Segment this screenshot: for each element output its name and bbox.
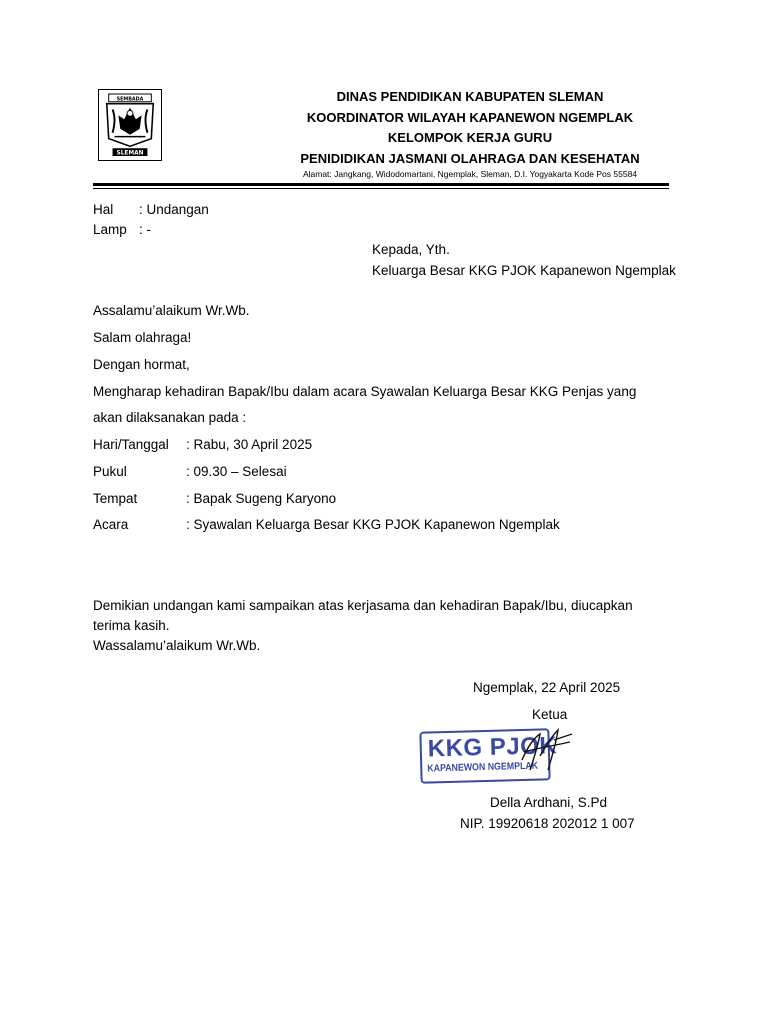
paragraph-line-1: Mengharap kehadiran Bapak/Ibu dalam acara Syawalan Keluarga Besar KKG Penjas yang <box>93 384 637 399</box>
salam-olahraga: Salam olahraga! <box>93 330 192 345</box>
detail-value-event: : Syawalan Keluarga Besar KKG PJOK Kapanewon Ngemplak <box>186 517 560 532</box>
recipient-salutation: Kepada, Yth. <box>372 242 450 257</box>
logo-label: SLEMAN <box>116 150 144 157</box>
handwritten-signature-icon <box>514 726 578 776</box>
lamp-label: Lamp <box>93 222 127 237</box>
lamp-value: : - <box>139 222 151 237</box>
letterhead-address: Alamat: Jangkang, Widodomartani, Ngemplak, Sleman, D.I. Yogyakarta Kode Pos 55584 <box>302 169 638 179</box>
detail-value-date: : Rabu, 30 April 2025 <box>186 437 313 452</box>
letterhead-line-3: KELOMPOK KERJA GURU <box>387 130 553 145</box>
letterhead-divider-thick <box>93 183 669 186</box>
detail-label-place: Tempat <box>93 491 138 506</box>
greeting: Assalamu’alaikum Wr.Wb. <box>93 303 250 318</box>
dengan-hormat: Dengan hormat, <box>93 357 190 372</box>
letterhead-line-4: PENIDIDIKAN JASMANI OLAHRAGA DAN KESEHATAN <box>300 151 640 166</box>
closing-line-3: Wassalamu’alaikum Wr.Wb. <box>93 638 261 653</box>
detail-label-event: Acara <box>93 517 129 532</box>
stamp-sub-text: KAPANEWON NGEMPLAK <box>427 760 539 775</box>
detail-label-date: Hari/Tanggal <box>93 437 169 452</box>
signer-name: Della Ardhani, S.Pd <box>490 795 608 810</box>
hal-value: : Undangan <box>139 202 209 217</box>
detail-value-place: : Bapak Sugeng Karyono <box>186 491 337 506</box>
logo-top-text: SEMBADA <box>116 97 144 103</box>
sleman-regency-emblem-icon <box>98 89 162 161</box>
letterhead-divider-thin <box>93 188 669 189</box>
letterhead-line-2: KOORDINATOR WILAYAH KAPANEWON NGEMPLAK <box>306 110 634 125</box>
signer-nip: NIP. 19920618 202012 1 007 <box>460 816 635 831</box>
letterhead-line-1: DINAS PENDIDIKAN KABUPATEN SLEMAN <box>336 89 604 104</box>
stamp-main-text: KKG PJOK <box>427 732 558 763</box>
position-title: Ketua <box>532 707 568 722</box>
detail-label-time: Pukul <box>93 464 127 479</box>
closing-line-1: Demikian undangan kami sampaikan atas kerjasama dan kehadiran Bapak/Ibu, diucapkan <box>93 598 633 613</box>
place-date: Ngemplak, 22 April 2025 <box>473 680 621 695</box>
detail-value-time: : 09.30 – Selesai <box>186 464 287 479</box>
closing-line-2: terima kasih. <box>93 618 170 633</box>
paragraph-line-2: akan dilaksanakan pada : <box>93 410 247 425</box>
recipient-name: Keluarga Besar KKG PJOK Kapanewon Ngemplak <box>372 263 676 278</box>
hal-label: Hal <box>93 202 114 217</box>
